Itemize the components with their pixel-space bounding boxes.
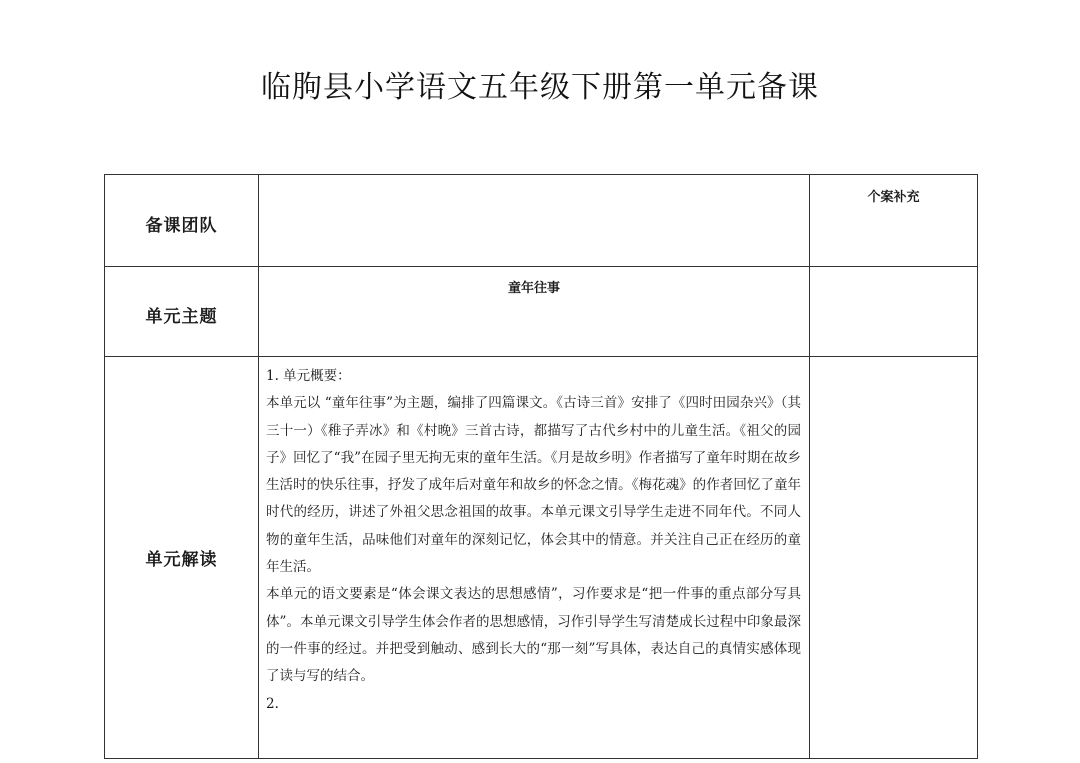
team-value	[259, 175, 810, 267]
table-row-team	[105, 175, 978, 267]
table-row-reading	[105, 357, 978, 759]
theme-label: 单元主题	[105, 267, 259, 357]
reading-content	[259, 357, 810, 759]
lesson-plan-table	[104, 174, 978, 759]
reading-label: 单元解读	[105, 357, 259, 759]
team-label: 备课团队	[105, 175, 259, 267]
page-title: 临朐县小学语文五年级下册第一单元备课	[261, 70, 819, 105]
reading-paragraph-2: 本单元的语文要素是“体会课文表达的思想感情”，习作要求是“把一件事的重点部分写具体”。本单元课文引导学生体会作者的思想感情，习作引导学生写清楚成长过程中印象最深的一件事的经过。并把受到触动、感到长大的“那一刻”写具体，表达自己的真情实感体现了读与写的结合。	[266, 586, 801, 685]
reading-paragraph-1: 本单元以 “童年往事”为主题，编排了四篇课文。《古诗三首》安排了《四时田园杂兴》（其三十一）《稚子弄冰》和《村晚》三首古诗，都描写了古代乡村中的儿童生活。《祖父的园子》回忆了“我”在园子里无拘无束的童年生活。《月是故乡明》作者描写了童年时期在故乡生活时的快乐往事，抒发了成年后对童年和故乡的怀念之情。《梅花魂》的作者回忆了童年时代的经历，讲述了外祖父思念祖国的故事。本单元课文引导学生走进不同年代。不同人物的童年生活，品味他们对童年的深刻记忆，体会其中的情意。并关注自己正在经历的童年生活。	[266, 395, 801, 576]
reading-overview-heading: 1. 单元概要：	[266, 368, 351, 384]
reading-item-2: 2.	[266, 695, 279, 712]
table-row-theme	[105, 267, 978, 357]
reading-supplement-cell	[810, 357, 978, 759]
theme-value: 童年往事	[259, 267, 810, 357]
theme-supplement-cell	[810, 267, 978, 357]
supplement-header: 个案补充	[810, 175, 978, 267]
